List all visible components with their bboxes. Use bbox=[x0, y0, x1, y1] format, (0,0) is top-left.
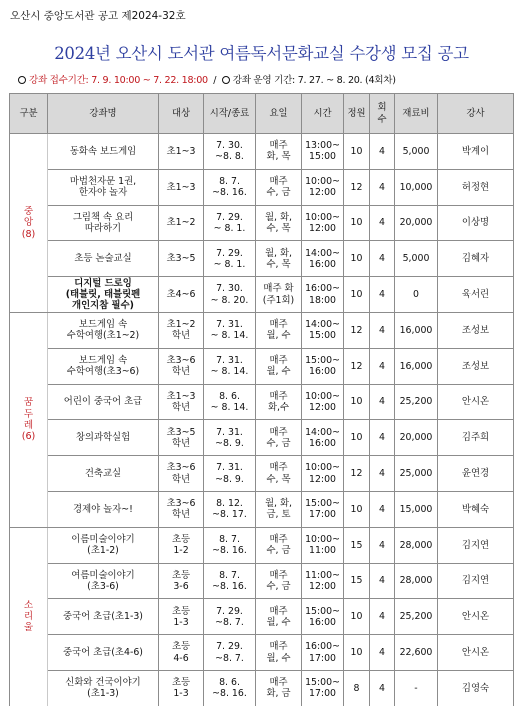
table-row bbox=[10, 527, 514, 563]
time-slot: 16:00~ 17:00 bbox=[302, 635, 344, 671]
time-slot: 14:00~ 16:00 bbox=[302, 241, 344, 277]
session-count: 4 bbox=[370, 169, 395, 205]
date-range: 8. 7. ~8. 16. bbox=[204, 169, 256, 205]
column-header-capacity: 정원 bbox=[344, 94, 370, 134]
table-row bbox=[10, 134, 514, 170]
session-count: 4 bbox=[370, 205, 395, 241]
group-count: (8) bbox=[21, 228, 36, 240]
column-header-days: 요일 bbox=[256, 94, 302, 134]
target-grade: 초3~6 학년 bbox=[159, 456, 204, 492]
time-slot: 10:00~ 11:00 bbox=[302, 527, 344, 563]
table-row bbox=[10, 491, 514, 527]
target-grade: 초등 1-3 bbox=[159, 670, 204, 706]
material-fee: - bbox=[395, 670, 438, 706]
instructor: 육서린 bbox=[438, 277, 514, 313]
notice-number: 오산시 중앙도서관 공고 제2024-32호 bbox=[10, 10, 186, 22]
time-slot: 15:00~ 16:00 bbox=[302, 348, 344, 384]
instructor: 김혜자 bbox=[438, 241, 514, 277]
group-name: 중 앙 bbox=[23, 206, 34, 229]
course-name: 동화속 보드게임 bbox=[48, 134, 159, 170]
capacity: 15 bbox=[344, 527, 370, 563]
date-range: 7. 31. ~ 8. 14. bbox=[204, 312, 256, 348]
target-grade: 초3~5 학년 bbox=[159, 420, 204, 456]
course-name: 중국어 초급(초4-6) bbox=[48, 635, 159, 671]
instructor: 허정현 bbox=[438, 169, 514, 205]
material-fee: 10,000 bbox=[395, 169, 438, 205]
page-title: 2024년 오산시 도서관 여름독서문화교실 수강생 모집 공고 bbox=[54, 44, 469, 63]
group-cell bbox=[10, 312, 48, 527]
material-fee: 16,000 bbox=[395, 348, 438, 384]
target-grade: 초등 3-6 bbox=[159, 563, 204, 599]
material-fee: 20,000 bbox=[395, 205, 438, 241]
course-name: 초등 논술교실 bbox=[48, 241, 159, 277]
weekdays: 매주 수, 금 bbox=[256, 169, 302, 205]
table-body bbox=[10, 134, 514, 706]
time-slot: 15:00~ 17:00 bbox=[302, 491, 344, 527]
capacity: 10 bbox=[344, 384, 370, 420]
material-fee: 5,000 bbox=[395, 134, 438, 170]
weekdays: 매주 월, 수 bbox=[256, 599, 302, 635]
instructor: 박계이 bbox=[438, 134, 514, 170]
group-count: (6) bbox=[21, 431, 36, 443]
date-range: 7. 30. ~8. 8. bbox=[204, 134, 256, 170]
run-period-label: 강좌 운영 기간: bbox=[232, 75, 295, 86]
time-slot: 15:00~ 16:00 bbox=[302, 599, 344, 635]
weekdays: 매주 수, 금 bbox=[256, 420, 302, 456]
instructor: 김영숙 bbox=[438, 670, 514, 706]
apply-period-label: 강좌 접수기간: bbox=[29, 75, 89, 86]
capacity: 8 bbox=[344, 670, 370, 706]
course-name: 그림책 속 요리 따라하기 bbox=[48, 205, 159, 241]
capacity: 10 bbox=[344, 491, 370, 527]
session-count: 4 bbox=[370, 348, 395, 384]
group-cell bbox=[10, 134, 48, 313]
date-range: 8. 7. ~8. 16. bbox=[204, 563, 256, 599]
material-fee: 25,000 bbox=[395, 456, 438, 492]
course-name: 보드게임 속 수학여행(초1~2) bbox=[48, 312, 159, 348]
group-cell bbox=[10, 527, 48, 706]
weekdays: 월, 화, 금, 토 bbox=[256, 491, 302, 527]
date-range: 8. 6. ~8. 16. bbox=[204, 670, 256, 706]
instructor: 김주희 bbox=[438, 420, 514, 456]
instructor: 안시온 bbox=[438, 635, 514, 671]
table-row bbox=[10, 205, 514, 241]
course-name: 창의과학실험 bbox=[48, 420, 159, 456]
session-count: 4 bbox=[370, 384, 395, 420]
target-grade: 초1~3 bbox=[159, 169, 204, 205]
target-grade: 초등 1-2 bbox=[159, 527, 204, 563]
weekdays: 매주 수, 금 bbox=[256, 563, 302, 599]
instructor: 이상명 bbox=[438, 205, 514, 241]
session-count: 4 bbox=[370, 527, 395, 563]
capacity: 10 bbox=[344, 205, 370, 241]
material-fee: 20,000 bbox=[395, 420, 438, 456]
table-row bbox=[10, 241, 514, 277]
weekdays: 월, 화, 수, 목 bbox=[256, 205, 302, 241]
course-name: 디지털 드로잉 (태블릿, 태블릿펜 개인지참 필수) bbox=[48, 277, 159, 313]
target-grade: 초4~6 bbox=[159, 277, 204, 313]
course-table bbox=[9, 93, 514, 706]
material-fee: 25,200 bbox=[395, 384, 438, 420]
course-name: 여름미술이야기 (초3-6) bbox=[48, 563, 159, 599]
material-fee: 15,000 bbox=[395, 491, 438, 527]
date-range: 7. 29. ~ 8. 1. bbox=[204, 205, 256, 241]
time-slot: 15:00~ 17:00 bbox=[302, 670, 344, 706]
column-header-instructor: 강사 bbox=[438, 94, 514, 134]
target-grade: 초3~6 학년 bbox=[159, 491, 204, 527]
course-name: 경제야 놀자~! bbox=[48, 491, 159, 527]
capacity: 12 bbox=[344, 169, 370, 205]
target-grade: 초3~6 학년 bbox=[159, 348, 204, 384]
material-fee: 28,000 bbox=[395, 527, 438, 563]
date-range: 7. 29. ~ 8. 1. bbox=[204, 241, 256, 277]
group-name: 꿈 두 레 bbox=[23, 397, 34, 431]
table-row bbox=[10, 348, 514, 384]
time-slot: 13:00~ 15:00 bbox=[302, 134, 344, 170]
column-header-course: 강좌명 bbox=[48, 94, 159, 134]
capacity: 10 bbox=[344, 420, 370, 456]
weekdays: 매주 화 (주1회) bbox=[256, 277, 302, 313]
material-fee: 0 bbox=[395, 277, 438, 313]
session-count: 4 bbox=[370, 456, 395, 492]
capacity: 15 bbox=[344, 563, 370, 599]
capacity: 10 bbox=[344, 277, 370, 313]
material-fee: 5,000 bbox=[395, 241, 438, 277]
weekdays: 월, 화, 수, 목 bbox=[256, 241, 302, 277]
weekdays: 매주 수, 금 bbox=[256, 527, 302, 563]
capacity: 12 bbox=[344, 348, 370, 384]
material-fee: 25,200 bbox=[395, 599, 438, 635]
column-header-sessions: 회 수 bbox=[370, 94, 395, 134]
capacity: 12 bbox=[344, 456, 370, 492]
column-header-fee: 재료비 bbox=[395, 94, 438, 134]
course-name: 건축교실 bbox=[48, 456, 159, 492]
circle-bullet-icon bbox=[18, 76, 26, 84]
table-row bbox=[10, 456, 514, 492]
session-count: 4 bbox=[370, 670, 395, 706]
table-row bbox=[10, 599, 514, 635]
time-slot: 14:00~ 15:00 bbox=[302, 312, 344, 348]
date-range: 7. 31. ~8. 9. bbox=[204, 420, 256, 456]
time-slot: 10:00~ 12:00 bbox=[302, 456, 344, 492]
capacity: 10 bbox=[344, 241, 370, 277]
column-header-time: 시간 bbox=[302, 94, 344, 134]
instructor: 안시온 bbox=[438, 599, 514, 635]
weekdays: 매주 화, 목 bbox=[256, 134, 302, 170]
instructor: 김지연 bbox=[438, 527, 514, 563]
date-range: 8. 6. ~ 8. 14. bbox=[204, 384, 256, 420]
capacity: 10 bbox=[344, 635, 370, 671]
session-count: 4 bbox=[370, 420, 395, 456]
time-slot: 14:00~ 16:00 bbox=[302, 420, 344, 456]
target-grade: 초3~5 bbox=[159, 241, 204, 277]
circle-bullet-icon bbox=[222, 76, 230, 84]
course-name: 마법천자문 1권, 한자야 놀자 bbox=[48, 169, 159, 205]
table-row bbox=[10, 277, 514, 313]
table-row bbox=[10, 563, 514, 599]
material-fee: 22,600 bbox=[395, 635, 438, 671]
table-header-row bbox=[10, 94, 514, 134]
date-range: 7. 31. ~8. 9. bbox=[204, 456, 256, 492]
target-grade: 초등 1-3 bbox=[159, 599, 204, 635]
weekdays: 매주 수, 목 bbox=[256, 456, 302, 492]
capacity: 10 bbox=[344, 134, 370, 170]
time-slot: 10:00~ 12:00 bbox=[302, 384, 344, 420]
table-row bbox=[10, 312, 514, 348]
session-count: 4 bbox=[370, 635, 395, 671]
column-header-target: 대상 bbox=[159, 94, 204, 134]
time-slot: 16:00~ 18:00 bbox=[302, 277, 344, 313]
date-range: 8. 7. ~8. 16. bbox=[204, 527, 256, 563]
session-count: 4 bbox=[370, 491, 395, 527]
session-count: 4 bbox=[370, 599, 395, 635]
column-header-dates: 시작/종료 bbox=[204, 94, 256, 134]
session-count: 4 bbox=[370, 563, 395, 599]
instructor: 안시온 bbox=[438, 384, 514, 420]
apply-period-value: 7. 9. 10:00 ~ 7. 22. 18:00 bbox=[91, 75, 208, 86]
target-grade: 초1~2 bbox=[159, 205, 204, 241]
material-fee: 16,000 bbox=[395, 312, 438, 348]
instructor: 조성보 bbox=[438, 348, 514, 384]
table-row bbox=[10, 169, 514, 205]
target-grade: 초1~3 bbox=[159, 134, 204, 170]
session-count: 4 bbox=[370, 312, 395, 348]
target-grade: 초1~2 학년 bbox=[159, 312, 204, 348]
group-name: 소 리 울 bbox=[23, 599, 34, 634]
session-count: 4 bbox=[370, 277, 395, 313]
table-row bbox=[10, 420, 514, 456]
weekdays: 매주 화,수 bbox=[256, 384, 302, 420]
capacity: 10 bbox=[344, 599, 370, 635]
instructor: 박혜숙 bbox=[438, 491, 514, 527]
period-line: 강좌 접수기간: 7. 9. 10:00 ~ 7. 22. 18:00 / 강좌 운영 기간: 7. 27. ~ 8. 20. (4회차) bbox=[18, 72, 396, 86]
target-grade: 초1~3 학년 bbox=[159, 384, 204, 420]
run-period-value: 7. 27. ~ 8. 20. (4회차) bbox=[297, 75, 396, 86]
capacity: 12 bbox=[344, 312, 370, 348]
time-slot: 10:00~ 12:00 bbox=[302, 205, 344, 241]
target-grade: 초등 4-6 bbox=[159, 635, 204, 671]
instructor: 조성보 bbox=[438, 312, 514, 348]
table-row bbox=[10, 384, 514, 420]
course-name: 어린이 중국어 초급 bbox=[48, 384, 159, 420]
date-range: 7. 29. ~8. 7. bbox=[204, 635, 256, 671]
instructor: 윤연경 bbox=[438, 456, 514, 492]
date-range: 7. 31. ~ 8. 14. bbox=[204, 348, 256, 384]
date-range: 8. 12. ~8. 17. bbox=[204, 491, 256, 527]
weekdays: 매주 월, 수 bbox=[256, 312, 302, 348]
table-row bbox=[10, 635, 514, 671]
date-range: 7. 29. ~8. 7. bbox=[204, 599, 256, 635]
date-range: 7. 30. ~ 8. 20. bbox=[204, 277, 256, 313]
session-count: 4 bbox=[370, 134, 395, 170]
time-slot: 11:00~ 12:00 bbox=[302, 563, 344, 599]
course-name: 중국어 초급(초1-3) bbox=[48, 599, 159, 635]
weekdays: 매주 화, 금 bbox=[256, 670, 302, 706]
weekdays: 매주 월, 수 bbox=[256, 348, 302, 384]
table-row bbox=[10, 670, 514, 706]
material-fee: 28,000 bbox=[395, 563, 438, 599]
time-slot: 10:00~ 12:00 bbox=[302, 169, 344, 205]
course-name: 신화와 건국이야기 (초1-3) bbox=[48, 670, 159, 706]
weekdays: 매주 월, 수 bbox=[256, 635, 302, 671]
instructor: 김지연 bbox=[438, 563, 514, 599]
column-header-category: 구분 bbox=[10, 94, 48, 134]
course-name: 이름미술이야기 (초1-2) bbox=[48, 527, 159, 563]
session-count: 4 bbox=[370, 241, 395, 277]
course-name: 보드게임 속 수학여행(초3~6) bbox=[48, 348, 159, 384]
